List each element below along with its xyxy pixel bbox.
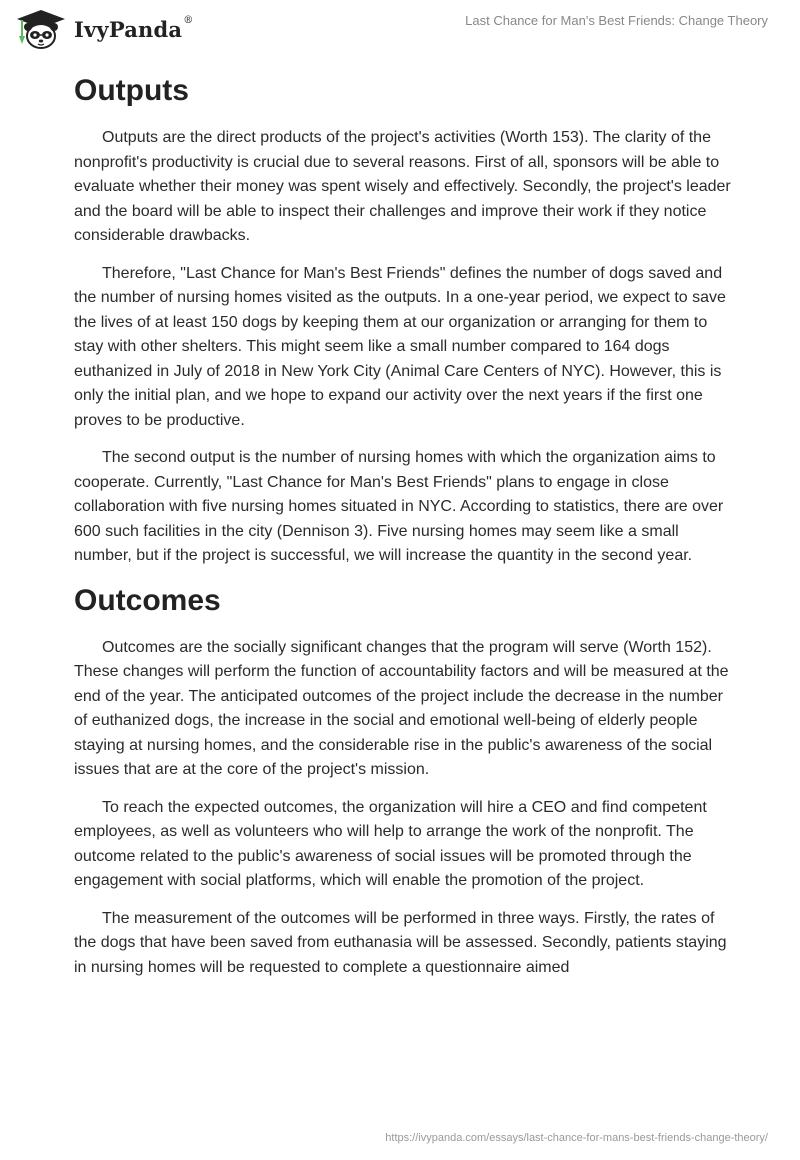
paragraph: The second output is the number of nursing homes with which the organization aims to cooperate. Currently, "Last Chance for Man's Best Friends" plans to engage in close collaboration with five nursing homes situated in NYC. According to statistics, there are over 600 such facilities in the city (Dennison 3). Five nursing homes may seem like a small number, but if the project is successful, we will increase the quantity in the second year. [74, 449, 724, 564]
paragraph: To reach the expected outcomes, the organization will hire a CEO and find competent employees, as well as volunteers who will help to arrange the work of the nonprofit. The outcome related to the public's awareness of social issues will be promoted through the engagement with social platforms, which will enable the promotion of the project. [74, 798, 707, 889]
section-heading-outputs: Outputs [74, 74, 189, 107]
ivypanda-logo[interactable] [14, 8, 193, 50]
registered-mark: ® [183, 14, 194, 26]
paragraph: Therefore, "Last Chance for Man's Best Friends" defines the number of dogs saved and the number of nursing homes visited as the outputs. In a one-year period, we expect to save the lives of at least 150 dogs by keeping them at our organization or arranging for them to stay with other shelters. This might seem like a small number compared to 164 dogs euthanized in July of 2018 in New York City (Animal Care Centers of NYC). However, this is only the initial plan, and we hope to expand our activity over the next years if the first one proves to be productive. [74, 264, 726, 429]
paragraph: Outcomes are the socially significant changes that the program will serve (Worth 152). These changes will perform the function of accountability factors and will be measured at the end of the year. The anticipated outcomes of the project include the decrease in the number of euthanized dogs, the increase in the social and emotional well-being of elderly people staying at nursing homes, and the considerable rise in the public's awareness of the social issues that are at the core of the project's mission. [74, 638, 729, 778]
panda-graduation-cap-icon [14, 8, 68, 50]
section-heading-outcomes: Outcomes [74, 583, 221, 617]
paragraph: The measurement of the outcomes will be performed in three ways. Firstly, the rates of the dogs that have been saved from euthanasia will be assessed. Secondly, patients staying in nursing homes will be requested to complete a questionnaire aimed [74, 909, 727, 976]
paragraph: Outputs are the direct products of the project's activities (Worth 153). The clarity of the nonprofit's productivity is crucial due to several reasons. First of all, sponsors will be able to evaluate whether their money was spent wisely and effectively. Secondly, the project's leader and the board will be able to inspect their challenges and improve their work if they notice considerable drawbacks. [74, 129, 731, 244]
page-header [0, 0, 800, 60]
source-url[interactable]: https://ivypanda.com/essays/last-chance-for-mans-best-friends-change-theory/ [385, 1132, 768, 1144]
document-title: Last Chance for Man's Best Friends: Change Theory [465, 13, 768, 28]
essay-content [74, 72, 734, 993]
logo-wordmark: IvyPanda [74, 16, 183, 42]
logo-text [74, 14, 194, 42]
